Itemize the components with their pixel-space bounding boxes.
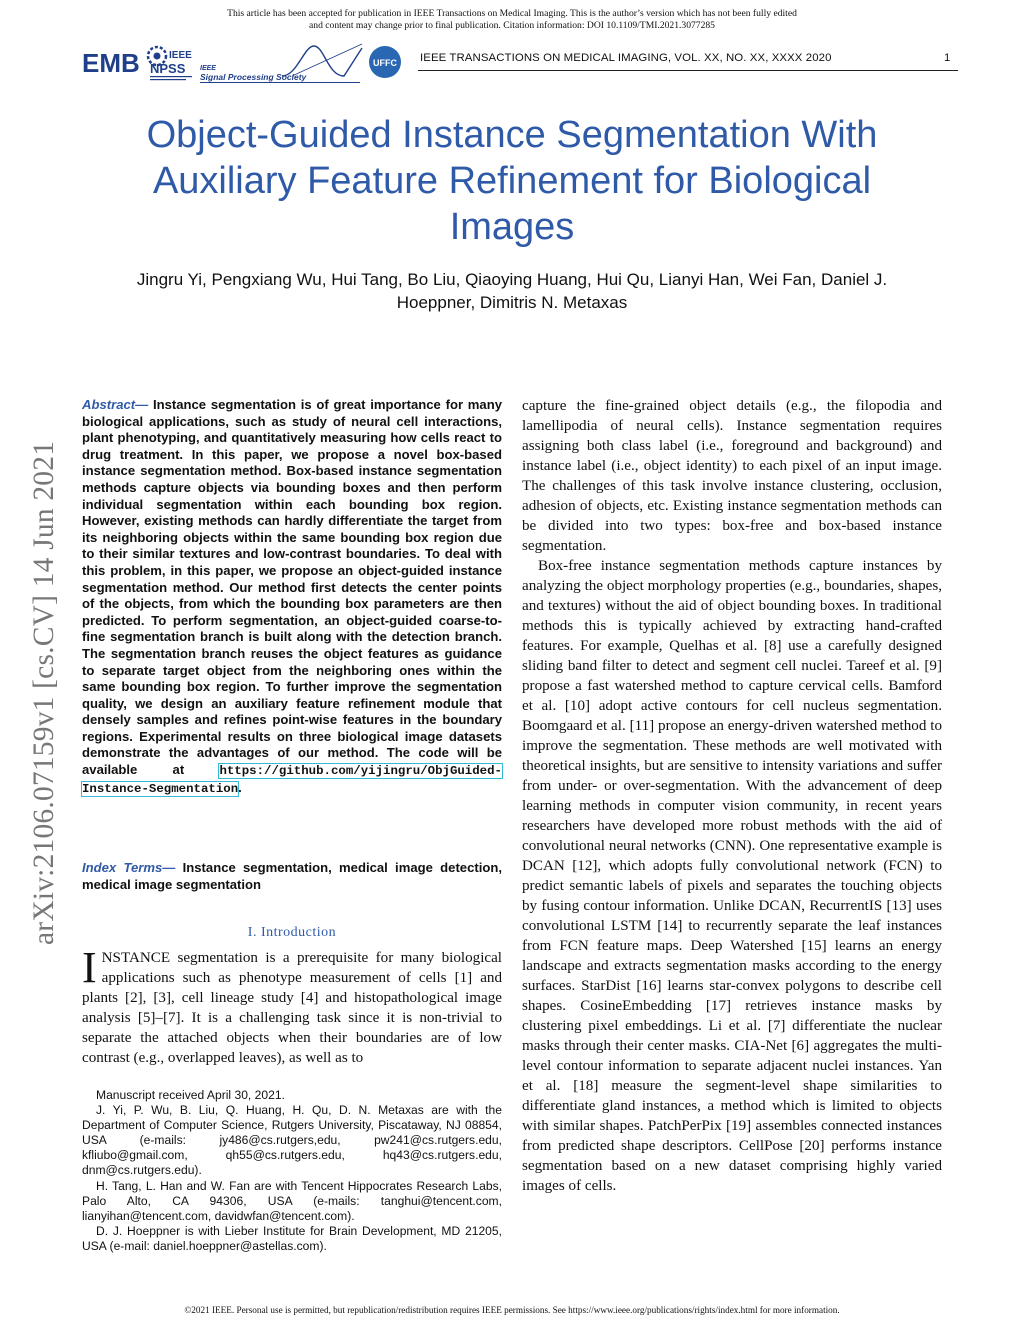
emb-logo (82, 48, 140, 78)
footnotes (82, 1088, 502, 1254)
drop-cap: I (82, 943, 97, 992)
abstract-label: Abstract— (82, 397, 149, 412)
journal-name: IEEE TRANSACTIONS ON MEDICAL IMAGING, VOL. XX, NO. XX, XXXX 2020 (420, 52, 832, 64)
npss-logo-text: NPSS (150, 61, 186, 76)
section-title: Introduction (260, 925, 337, 940)
right-column (522, 396, 942, 1196)
section-heading (82, 925, 502, 941)
footnote-rutgers: J. Yi, P. Wu, B. Liu, Q. Huang, H. Qu, D. N. Metaxas are with the Department of Computer Science, Rutgers University, Piscataway, NJ 08854, USA (e-mails: jy486@cs.rutgers,edu, pw241@cs.rutgers.edu, kfliubo@gmail.com, qh55@cs.rutgers.edu, hq43@cs.rutgers.edu, dnm@cs.rutgers.edu). (82, 1103, 502, 1178)
notice-line-1: This article has been accepted for publication in IEEE Transactions on Medical Imaging. This is the author’s version which has not been fully edited (227, 8, 797, 19)
uffc-logo-text: UFFC (373, 58, 397, 68)
society-logos (82, 40, 412, 86)
abstract: Abstract— Instance segmentation is of great importance for many biological applications, such as study of neural cell interactions, plant phenotyping, and quantitatively measuring how cells react to drug treatment. In this paper, we propose a novel box-based instance segmentation method. Box-based instance segmentation methods capture objects via bounding boxes and then perform individual segmentation within each bounding box region. However, existing methods can hardly differentiate the target from its neighboring objects within the same bounding box region due to their similar textures and low-contrast boundaries. To deal with this problem, in this paper, we propose an object-guided instance segmentation method. Our method first detects the center points of the objects, from which the bounding box parameters are then predicted. To perform segmentation, an object-guided coarse-to-fine segmentation branch is built along with the detection branch. The segmentation branch reuses the object features as guidance to separate target object from the neighboring ones within the same bounding box region. To further improve the segmentation quality, we design an auxiliary feature refinement module that densely samples and refines point-wise features in the boundary regions. Experimental results on three biological image datasets demonstrate the advantages of our method. The code will be available at https://github.com/yijingru/ObjGuided-Instance-Segmentation. (82, 397, 502, 796)
index-terms-text: Instance segmentation, medical image detection, medical image segmentation (82, 860, 502, 892)
section-number: I. (247, 925, 257, 940)
emb-logo-text: EMB (82, 48, 140, 78)
header-rule (418, 70, 958, 71)
intro-text: segmentation is a prerequisite for many biological applications such as phenotype measurement of cells [1] and plants [2], [3], cell lineage study [4] and histopathological image analysis [5]–[7]. It is a challenging task since it is non-trivial to separate the attached objects when their boundaries are of low contrast (e.g., overlapped leaves), as well as to (82, 950, 502, 1066)
page-number: 1 (944, 52, 951, 64)
index-terms-label: Index Terms— (82, 860, 176, 875)
footnote-lieber: D. J. Hoeppner is with Lieber Institute for Brain Development, MD 21205, USA (e-mail: daniel.hoeppner@astellas.com). (82, 1223, 502, 1253)
npss-ieee-text: IEEE (169, 50, 192, 61)
index-terms (82, 860, 502, 893)
uffc-logo (369, 46, 401, 78)
intro-paragraph (82, 943, 502, 1068)
npss-logo (148, 47, 192, 80)
abstract-text: Instance segmentation is of great importance for many biological applications, such as study of neural cell interactions, plant phenotyping, and quantitatively measuring how cells react to drug treatment. In this paper, we propose a novel box-based instance segmentation method. Box-based instance segmentation methods capture objects via bounding boxes and then perform individual segmentation within each bounding box region. However, existing methods can hardly differentiate the target from its neighboring objects within the same bounding box region due to their similar textures and low-contrast boundaries. To deal with this problem, in this paper, we propose an object-guided instance segmentation method. Our method first detects the center points of the objects, from which the bounding box parameters are then predicted. To perform segmentation, an object-guided coarse-to-fine segmentation branch is built along with the detection branch. The segmentation branch reuses the object features as guidance to separate target object from the neighboring ones within the same bounding box region. To further improve the segmentation quality, we design an auxiliary feature refinement module that densely samples and refines point-wise features in the boundary regions. Experimental results on three biological image datasets demonstrate the advantages of our method. The code will be available at (82, 397, 502, 778)
intro-first-word: NSTANCE (101, 950, 171, 966)
logo-strip (82, 40, 412, 86)
right-paragraph-2: Box-free instance segmentation methods capture instances by analyzing the object morphology properties (e.g., boundaries, shapes, and textures) without the aid of object bounding boxes. In traditional methods this is typically achieved by extracting hand-crafted features. For example, Quelhas et al. [8] use a carefully designed sliding band filter to detect and segment cell nuclei. Tareef et al. [9] propose a fast watershed method to capture cervical cells. Bamford et al. [10] adopt active contours for cell nucleus segmentation. Boomgaard et al. [11] propose an energy-driven watershed method to improve the segmentation. These methods are well motivated with theoretical insights, but are sensitive to intensity variations and suffer from under- or over-segmentation. With the advancement of deep learning methods in computer vision community, in recent years researchers have developed more robust methods with the aid of convolutional neural networks (CNN). One representative example is DCAN [12], which adopts fully convolutional network (FCN) to predict semantic labels of pixels and separates the touching objects by fusing contour information. Unlike DCAN, RecurrentIS [13] uses convolutional LSTM [14] to recurrently separate the leaf instances from FCN feature maps. Deep Watershed [15] learns an energy landscape and extracts segmentation masks according to the energy surfaces. StarDist [16] learns star-convex polygons to describe cell shapes. CosineEmbedding [17] retrieves instance masks by clustering pixel embeddings. Li et al. [7] differentiate the nuclear masks through their center masks. CIA-Net [6] aggregates the multi-level contour information to separate adjacent nuclei instances. Yan et al. [18] measure the segment-level shape similarities to differentiate gland instances, a method which is limited to objects with similar shapes. PatchPerPix [19] assembles connected instances from predicted shape descriptors. CellPose [20] performs instance segmentation based on a new dataset comprising highly varied images of cells. (522, 558, 942, 1194)
footnote-tencent: H. Tang, L. Han and W. Fan are with Tencent Hippocrates Research Labs, Palo Alto, CA 94306, USA (e-mails: tanghui@tencent.com, lianyihan@tencent.com, davidwfan@tencent.com). (82, 1178, 502, 1223)
acceptance-notice (150, 8, 874, 32)
author-list: Jingru Yi, Pengxiang Wu, Hui Tang, Bo Liu, Qiaoying Huang, Hui Qu, Lianyi Han, Wei Fan, Daniel J. Hoeppner, Dimitris N. Metaxas (136, 270, 888, 312)
sps-logo-text: Signal Processing Society (200, 72, 307, 82)
notice-line-2: and content may change prior to final publication. Citation information: DOI 10.1109/TMI.2021.3077285 (309, 20, 715, 31)
right-paragraph-1: capture the fine-grained object details (e.g., the filopodia and lamellipodia of neural cells). Instance segmentation requires assigning both class label (i.e., foreground and background) and instance label (i.e., object identity) to each pixel of an input image. The challenges of this task involve instance clustering, occlusion, adhesion of objects, etc. Existing instance segmentation methods can be divided into two types: box-free and box-based instance segmentation. (522, 398, 942, 554)
arxiv-stamp: arXiv:2106.07159v1 [cs.CV] 14 Jun 2021 (28, 440, 60, 945)
sps-ieee-text: IEEE (200, 65, 216, 72)
copyright-footer: ©2021 IEEE. Personal use is permitted, but republication/redistribution requires IEEE permissions. See https://www.ieee.org/publications/rights/index.html for more information. (184, 1305, 840, 1315)
signal-processing-society-logo (200, 44, 362, 83)
footnote-received: Manuscript received April 30, 2021. (96, 1088, 285, 1102)
paper-title: Object-Guided Instance Segmentation With Auxiliary Feature Refinement for Biological Images (146, 114, 878, 248)
code-link[interactable]: https://github.com/yijingru/ObjGuided-Instance-Segmentation (82, 764, 502, 796)
